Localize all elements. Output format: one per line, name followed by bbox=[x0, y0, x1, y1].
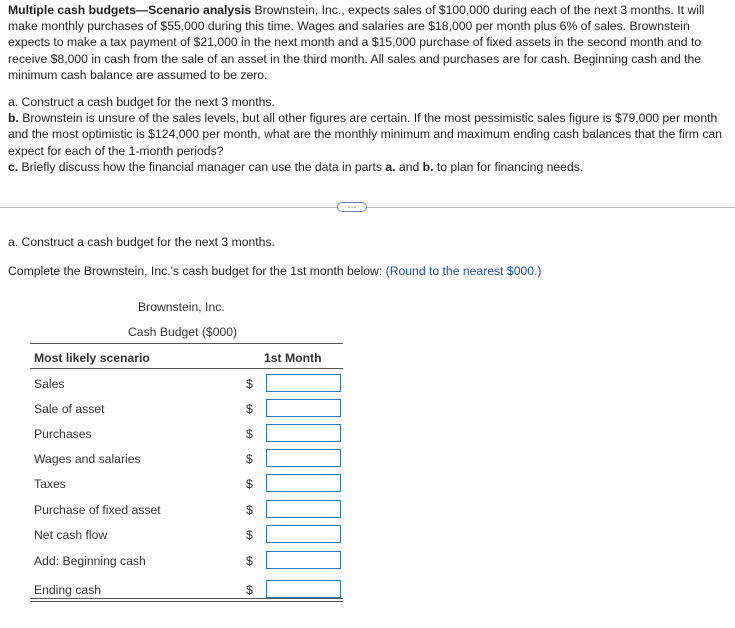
part-c-text bbox=[8, 159, 726, 175]
table-subtitle: Cash Budget ($000) bbox=[128, 325, 238, 339]
row-label: Net cash flow bbox=[34, 528, 108, 542]
dollar-sign: $ bbox=[246, 402, 253, 416]
dollar-sign: $ bbox=[246, 477, 253, 491]
table-company-name: Brownstein, Inc. bbox=[138, 300, 225, 314]
question-instruction bbox=[8, 264, 541, 278]
part-c-body-1: Briefly discuss how the financial manager can use the data in parts bbox=[18, 159, 386, 174]
month1-input[interactable] bbox=[266, 449, 341, 467]
row-label: Purchase of fixed asset bbox=[34, 503, 161, 517]
scenario-header: Most likely scenario bbox=[34, 351, 150, 365]
part-b-text bbox=[8, 110, 726, 159]
header-rule bbox=[30, 368, 343, 369]
problem-body: Brownstein, Inc., expects sales of $100,000 during each of the next 3 months. It will make monthly purchases of $55,000 during this time. Wages and salaries are $18,000 per month plus 6% of sales. Brownstein expects to make a tax payment of $21,000 in the next month and a $15,000 purchase of fixed assets in the second month and to receive $8,000 in cash from the sale of an asset in the third month. All sales and purchases are for cash. Beginning cash and the minimum cash balance are assumed to be zero. bbox=[8, 3, 705, 82]
instruction-text: Complete the Brownstein, Inc.'s cash budget for the 1st month below: bbox=[8, 264, 386, 278]
part-c-body-3: to plan for financing needs. bbox=[433, 159, 584, 174]
dollar-sign: $ bbox=[246, 452, 253, 466]
section-divider bbox=[0, 207, 735, 208]
month1-input[interactable] bbox=[266, 580, 341, 598]
month1-input[interactable] bbox=[266, 500, 341, 518]
rounding-hint: (Round to the nearest $000.) bbox=[385, 264, 542, 278]
part-c-body-2: and bbox=[395, 159, 423, 174]
month1-input[interactable] bbox=[266, 551, 341, 569]
part-b-body: Brownstein is unsure of the sales levels, but all other figures are certain. If the most pessimistic sales figure is $79,000 per month and the most optimistic is $124,000 per month, what are the monthly minimum and maximum ending cash balances that the firm can expect for each of the 1-month periods? bbox=[8, 111, 722, 158]
dollar-sign: $ bbox=[246, 528, 253, 542]
row-label: Wages and salaries bbox=[34, 452, 141, 466]
row-label: Ending cash bbox=[34, 583, 102, 597]
part-c-ref-b: b. bbox=[422, 159, 434, 174]
problem-title: Multiple cash budgets—Scenario analysis bbox=[8, 3, 252, 17]
row-label: Taxes bbox=[34, 477, 66, 491]
question-heading: a. Construct a cash budget for the next 3 months. bbox=[8, 235, 275, 249]
dollar-sign: $ bbox=[246, 427, 253, 441]
month1-input[interactable] bbox=[266, 525, 341, 543]
month1-input[interactable] bbox=[266, 399, 341, 417]
row-label: Add: Beginning cash bbox=[34, 554, 146, 568]
expand-more-button[interactable]: ··· bbox=[337, 202, 367, 212]
total-rule-2 bbox=[30, 601, 343, 602]
row-label: Purchases bbox=[34, 427, 92, 441]
row-label: Sale of asset bbox=[34, 402, 105, 416]
row-label: Sales bbox=[34, 377, 65, 391]
month1-input[interactable] bbox=[266, 374, 341, 392]
problem-intro bbox=[8, 2, 726, 83]
column-header-month1: 1st Month bbox=[264, 351, 322, 365]
part-a-text: a. Construct a cash budget for the next 3 months. bbox=[8, 95, 275, 110]
dollar-sign: $ bbox=[246, 554, 253, 568]
part-b-prefix: b. bbox=[8, 111, 19, 126]
problem-statement bbox=[8, 2, 726, 175]
month1-input[interactable] bbox=[266, 474, 341, 492]
dollar-sign: $ bbox=[246, 377, 253, 391]
dollar-sign: $ bbox=[246, 503, 253, 517]
month1-input[interactable] bbox=[266, 424, 341, 442]
part-c-prefix: c. bbox=[8, 159, 19, 174]
table-top-rule bbox=[30, 343, 343, 344]
total-rule-1 bbox=[30, 598, 343, 599]
part-c-ref-a: a. bbox=[385, 159, 396, 174]
dollar-sign: $ bbox=[246, 583, 253, 597]
